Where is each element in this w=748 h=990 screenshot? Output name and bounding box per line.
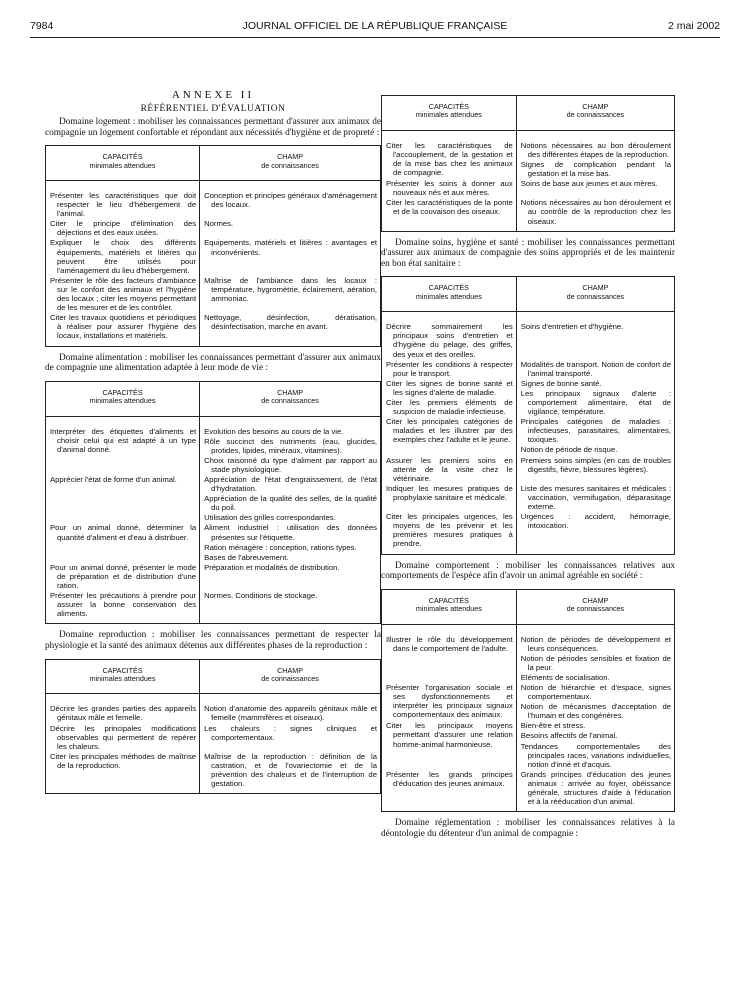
header-capacites <box>382 277 517 312</box>
table-row <box>46 523 381 562</box>
capacite-text: Présenter les soins à donner aux nouveaux nés et aux mères. <box>386 179 513 198</box>
table-row <box>382 198 675 231</box>
capacite-cell <box>382 512 517 554</box>
champ-cell <box>516 312 674 360</box>
champ-text: Les chaleurs : signes cliniques et comportementaux. <box>204 723 377 742</box>
capacite-text: Citer les principales catégories de maladies et les illustrer par des exemples chez l'adulte et le jeune. <box>386 417 513 445</box>
table-row <box>382 512 675 554</box>
header-champ-title: CHAMP <box>582 595 609 605</box>
champ-cell <box>516 484 674 512</box>
capacite-cell <box>46 219 200 238</box>
champ-cell <box>516 360 674 379</box>
table-row <box>46 181 381 220</box>
header-champ-title: CHAMP <box>277 152 304 162</box>
champ-text: Soins d'entretien et d'hygiène. <box>520 322 624 332</box>
capacite-cell <box>382 312 517 360</box>
header-champ-sub: de connaissances <box>261 673 319 683</box>
evaluation-table <box>381 95 675 232</box>
champ-cell <box>516 512 674 554</box>
champ-text: Notion de mécanismes d'acceptation de l'humain et des congénères. <box>520 702 671 721</box>
capacite-cell <box>382 417 517 455</box>
section-logement <box>45 117 381 347</box>
champ-text: Bien-être et stress. <box>520 721 586 731</box>
table-row <box>382 360 675 379</box>
table-row <box>46 219 381 238</box>
champ-cell <box>200 276 381 313</box>
capacite-cell <box>46 523 200 562</box>
champ-cell <box>516 624 674 683</box>
header-capacites-sub: minimales attendues <box>415 604 482 614</box>
champ-cell <box>516 456 674 484</box>
section-alimentation <box>45 353 381 625</box>
champ-cell <box>516 770 674 812</box>
capacite-text: Interpréter des étiquettes d'aliments et choisir celui qui est adapté à un type d'animal donné. <box>50 426 197 454</box>
annex-subtitle: RÉFÉRENTIEL D'ÉVALUATION <box>140 104 286 114</box>
table-row <box>382 721 675 769</box>
capacite-text: Présenter les conditions à respecter pour le transport. <box>386 359 513 378</box>
champ-text: Modalités de transport. Notion de confort de l'animal transporté. <box>520 359 671 378</box>
champ-text: Rôle succinct des nutriments (eau, glucides, protides, lipides, minéraux, vitamines). <box>204 436 377 455</box>
capacite-text: Illustrer le rôle du développement dans le comportement de l'adulte. <box>386 634 513 653</box>
header-champ-sub: de connaissances <box>261 396 319 406</box>
evaluation-table <box>381 589 675 813</box>
champ-text: Notion de périodes sensibles et fixation de la peur. <box>520 653 671 672</box>
table-row <box>46 238 381 275</box>
champ-text: Aliment industriel : utilisation des données présentes sur l'étiquette. <box>204 523 377 542</box>
table-row <box>382 456 675 484</box>
section-soins-hygiene-sante <box>381 238 675 555</box>
evaluation-table <box>45 145 381 346</box>
journal-title: JOURNAL OFFICIEL DE LA RÉPUBLIQUE FRANÇAISE <box>242 20 508 32</box>
champ-text: Nettoyage, désinfection, dératisation, désinfectisation, marche en avant. <box>204 313 377 332</box>
table-row <box>382 179 675 198</box>
champ-text: Notion de périodes de développement et leurs conséquences. <box>520 634 671 653</box>
header-capacites <box>46 659 200 694</box>
champ-cell <box>200 752 381 794</box>
champ-cell <box>516 179 674 198</box>
champ-text: Maîtrise de la reproduction : définition de la castration, et de l'ovariectomie et de la prévention des chaleurs et de l'interruption de gestation. <box>204 751 377 789</box>
table-row <box>46 475 381 523</box>
capacite-text: Citer les premiers éléments de suspicion de maladie infectieuse. <box>386 398 513 417</box>
header-capacites-sub: minimales attendues <box>89 673 156 683</box>
table-row <box>46 416 381 475</box>
header-capacites <box>46 146 200 181</box>
header-champ <box>516 96 674 131</box>
header-capacites-title: CAPACITÉS <box>102 387 143 397</box>
domain-intro: Domaine reproduction : mobiliser les connaissances permettant de respecter la physiologie et la santé des animaux détenus aux différentes phases de la reproduction : <box>45 630 381 651</box>
table-row <box>382 683 675 721</box>
header-capacites <box>382 96 517 131</box>
champ-text: Signes de complication pendant la gestation et la mise bas. <box>520 160 671 179</box>
domain-intro: Domaine réglementation : mobiliser les connaissances relatives à la déontologie du détenteur d'un animal de compagnie : <box>381 818 675 839</box>
capacite-cell <box>46 475 200 523</box>
champ-cell <box>516 198 674 231</box>
champ-text: Notion d'anatomie des appareils génitaux mâle et femelle (mammifères et oiseaux). <box>204 704 377 723</box>
champ-cell <box>200 694 381 724</box>
table-row <box>46 313 381 346</box>
capacite-cell <box>46 276 200 313</box>
champ-text: Préparation et modalités de distribution. <box>204 562 340 572</box>
capacite-cell <box>382 683 517 721</box>
capacite-cell <box>46 416 200 475</box>
header-capacites-sub: minimales attendues <box>89 396 156 406</box>
table-row <box>382 417 675 455</box>
table-row <box>46 724 381 752</box>
capacite-text: Citer les travaux quotidiens et périodiques à réaliser pour assurer l'hygiène des locaux, installations et matériels. <box>50 313 197 341</box>
champ-text: Maîtrise de l'ambiance dans les locaux : température, hygrométrie, éclairement, aération, ammoniac. <box>204 275 377 304</box>
champ-text: Normes. <box>204 219 234 229</box>
evaluation-table <box>45 659 381 795</box>
capacite-text: Présenter les précautions à prendre pour assurer la bonne conservation des aliments. <box>50 591 197 619</box>
left-column <box>45 88 381 800</box>
header-champ <box>516 277 674 312</box>
capacite-cell <box>46 563 200 591</box>
capacite-text: Décrire les principales modifications observables qui permettent de repérer les chaleurs. <box>50 723 197 751</box>
champ-text: Choix raisonné du type d'aliment par rapport au stade physiologique. <box>204 455 377 474</box>
table-row <box>382 312 675 360</box>
capacite-cell <box>46 752 200 794</box>
header-capacites <box>382 589 517 624</box>
capacite-text: Citer les caractéristiques de l'accouplement, de la gestation et de la mise bas chez les animaux de compagnie. <box>386 140 513 178</box>
capacite-text: Citer les principales méthodes de maîtrise de la reproduction. <box>50 751 197 770</box>
capacite-text: Citer les signes de bonne santé et les signes d'alerte de maladie. <box>386 378 513 397</box>
champ-text: Notion de période de risque. <box>520 445 618 455</box>
champ-text: Utilisation des grilles correspondantes. <box>204 513 336 523</box>
capacite-text: Assurer les premiers soins en attente de la visite chez le vétérinaire. <box>386 455 513 483</box>
capacite-cell <box>382 198 517 231</box>
header-champ <box>200 146 381 181</box>
champ-cell <box>200 238 381 275</box>
table-row <box>382 770 675 812</box>
champ-cell <box>200 181 381 220</box>
page-number: 7984 <box>30 20 54 32</box>
table-row <box>46 563 381 591</box>
champ-cell <box>200 313 381 346</box>
capacite-text: Présenter les grands principes d'éducation des jeunes animaux. <box>386 769 513 788</box>
champ-text: Grands principes d'éducation des jeunes animaux : arrivée au foyer, obéissance générale, structures d'aide à l'éducation et à la rééducation d'un animal. <box>520 769 671 807</box>
header-champ <box>200 381 381 416</box>
capacite-cell <box>46 591 200 624</box>
champ-cell <box>516 130 674 179</box>
champ-text: Urgences : accident, hémorragie, intoxication. <box>520 512 671 531</box>
capacite-cell <box>46 181 200 220</box>
header-champ-sub: de connaissances <box>566 604 625 614</box>
domain-intro: Domaine alimentation : mobiliser les connaissances permettant d'assurer aux animaux de compagnie une alimentation adaptée à leur mode de vie : <box>45 352 381 374</box>
champ-text: Principales catégories de maladies : infectieuses, parasitaires, alimentaires, toxiques. <box>520 417 671 445</box>
table-row <box>382 624 675 683</box>
domain-intro: Domaine comportement : mobiliser les connaissances relatives aux comportements de l'espèce afin d'avoir un animal agréable en société : <box>381 560 675 582</box>
champ-text: Bases de l'abreuvement. <box>204 552 289 562</box>
champ-text: Notion de hiérarchie et d'espace, signes comportementaux. <box>520 682 671 702</box>
header-champ-sub: de connaissances <box>261 160 319 170</box>
champ-cell <box>200 591 381 624</box>
champ-text: Notions nécessaires au bon déroulement et au contrôle de la reproduction chez les oiseaux. <box>520 198 671 226</box>
evaluation-table <box>381 276 675 554</box>
header-capacites-sub: minimales attendues <box>415 291 482 301</box>
evaluation-table <box>45 381 381 625</box>
champ-cell <box>516 417 674 455</box>
header-capacites-title: CAPACITÉS <box>102 665 143 675</box>
header-champ-title: CHAMP <box>277 665 304 675</box>
capacite-cell <box>382 179 517 198</box>
right-column <box>381 95 675 846</box>
header-champ-title: CHAMP <box>277 387 304 397</box>
capacite-cell <box>46 724 200 752</box>
table-row <box>46 694 381 724</box>
header-capacites-title: CAPACITÉS <box>428 283 469 293</box>
table-row <box>46 591 381 624</box>
header-capacites-title: CAPACITÉS <box>428 595 469 605</box>
capacite-cell <box>382 770 517 812</box>
section-reglementation <box>381 818 675 839</box>
header-capacites-sub: minimales attendues <box>415 110 482 120</box>
domain-intro: Domaine soins, hygiène et santé : mobiliser les connaissances permettant d'assurer aux animaux de compagnie des soins appropriés et de les maintenir en bon état sanitaire : <box>381 237 675 269</box>
capacite-text: Présenter le rôle des facteurs d'ambiance sur le confort des animaux et l'hygiène des locaux ; citer les moyens permettant de les mesurer et de les contrôler. <box>50 275 197 313</box>
domain-intro: Domaine logement : mobiliser les connaissances permettant d'assurer aux animaux de compagnie un logement confortable et répondant aux nécessités d'hygiène et de propreté : <box>45 117 381 138</box>
header-champ-sub: de connaissances <box>566 291 625 301</box>
champ-text: Tendances comportementales des principales races, variations individuelles, notion d'inné et d'acquis. <box>520 741 671 769</box>
champ-cell <box>516 379 674 417</box>
capacite-text: Citer les caractéristiques de la ponte et de la couvaison des oiseaux. <box>386 198 513 217</box>
capacite-text: Citer les principales urgences, les moyens de les prévenir et les premières mesures pratiques à prendre. <box>386 512 513 549</box>
champ-cell <box>516 683 674 721</box>
champ-text: Evolution des besoins au cours de la vie. <box>204 426 344 436</box>
champ-text: Notions nécessaires au bon déroulement des différentes étapes de la reproduction. <box>520 140 671 159</box>
capacite-text: Citer le principe d'élimination des déjections et des eaux usées. <box>50 219 197 238</box>
capacite-text: Indiquer les mesures pratiques de prophylaxie sanitaire et médicale. <box>386 483 513 502</box>
capacite-text: Apprécier l'état de forme d'un animal. <box>50 474 177 484</box>
header-capacites <box>46 381 200 416</box>
capacite-cell <box>382 379 517 417</box>
section-comportement <box>381 561 675 813</box>
champ-text: Premiers soins simples (en cas de troubles digestifs, fièvre, blessures légères). <box>520 455 671 474</box>
header-capacites-title: CAPACITÉS <box>102 152 143 162</box>
champ-cell <box>200 563 381 591</box>
header-rule <box>30 37 720 38</box>
table-row <box>46 752 381 794</box>
annex-title: ANNEXE II <box>171 89 255 101</box>
header-capacites-sub: minimales attendues <box>89 160 156 170</box>
header-champ-title: CHAMP <box>582 102 609 111</box>
table-row <box>382 484 675 512</box>
champ-cell <box>200 724 381 752</box>
capacite-text: Décrire les grandes parties des appareils génitaux mâle et femelle. <box>50 704 197 723</box>
capacite-text: Citer les principaux moyens permettant d'assurer une relation homme-animal harmonieuse. <box>386 721 513 749</box>
capacite-cell <box>382 721 517 769</box>
capacite-text: Présenter les caractéristiques que doit respecter le lieu d'hébergement de l'animal. <box>50 191 197 219</box>
capacite-cell <box>46 238 200 275</box>
table-row <box>382 379 675 417</box>
header-champ <box>516 589 674 624</box>
capacite-cell <box>382 484 517 512</box>
champ-cell <box>516 721 674 769</box>
capacite-text: Présenter l'organisation sociale et ses dysfonctionnements et interpréter les principaux signaux comportementaux des animaux. <box>386 682 513 720</box>
section-reproduction <box>45 630 381 794</box>
champ-cell <box>200 219 381 238</box>
capacite-cell <box>46 694 200 724</box>
capacite-text: Pour un animal donné, déterminer la quantité d'aliment et d'eau à distribuer. <box>50 523 197 542</box>
champ-cell <box>200 475 381 523</box>
champ-text: Normes. Conditions de stockage. <box>204 591 318 601</box>
table-row <box>46 276 381 313</box>
header-capacites-title: CAPACITÉS <box>428 102 469 111</box>
capacite-cell <box>46 313 200 346</box>
champ-text: Ration ménagère : conception, rations types. <box>204 542 357 552</box>
table-row <box>382 130 675 179</box>
capacite-cell <box>382 624 517 683</box>
champ-text: Equipements, matériels et litières : avantages et inconvénients. <box>204 238 377 257</box>
champ-text: Soins de base aux jeunes et aux mères. <box>520 179 658 189</box>
capacite-cell <box>382 130 517 179</box>
champ-text: Appréciation de l'état d'engraissement, de l'état d'hydratation. <box>204 474 377 494</box>
champ-cell <box>200 523 381 562</box>
header-champ <box>200 659 381 694</box>
capacite-cell <box>382 360 517 379</box>
champ-text: Besoins affectifs de l'animal. <box>520 731 618 741</box>
champ-text: Liste des mesures sanitaires et médicales : vaccination, vermifugation, déparasitage externe. <box>520 483 671 512</box>
champ-text: Les principaux signaux d'alerte : comportement alimentaire, état de vigilance, température. <box>520 388 671 417</box>
champ-text: Appréciation de la qualité des selles, de la qualité du poil. <box>204 494 377 513</box>
champ-text: Signes de bonne santé. <box>520 378 602 388</box>
section-reproduction-continued <box>381 95 675 232</box>
page-header <box>30 20 720 34</box>
champ-text: Eléments de socialisation. <box>520 672 610 682</box>
capacite-text: Décrire sommairement les principaux soins d'entretien et d'hygiène du pelage, des griffes, des yeux et des oreilles. <box>386 322 513 359</box>
capacite-text: Pour un animal donné, présenter le mode de préparation et de distribution d'une ration. <box>50 562 197 590</box>
capacite-text: Expliquer le choix des différents équipements, matériels et litières qui peuvent être utilisés pour l'aménagement du lieu d'hébergement. <box>50 238 197 275</box>
header-champ-sub: de connaissances <box>566 110 625 120</box>
publication-date: 2 mai 2002 <box>668 20 720 32</box>
champ-cell <box>200 416 381 475</box>
capacite-cell <box>382 456 517 484</box>
header-champ-title: CHAMP <box>582 283 609 293</box>
champ-text: Conception et principes généraux d'aménagement des locaux. <box>204 191 377 210</box>
